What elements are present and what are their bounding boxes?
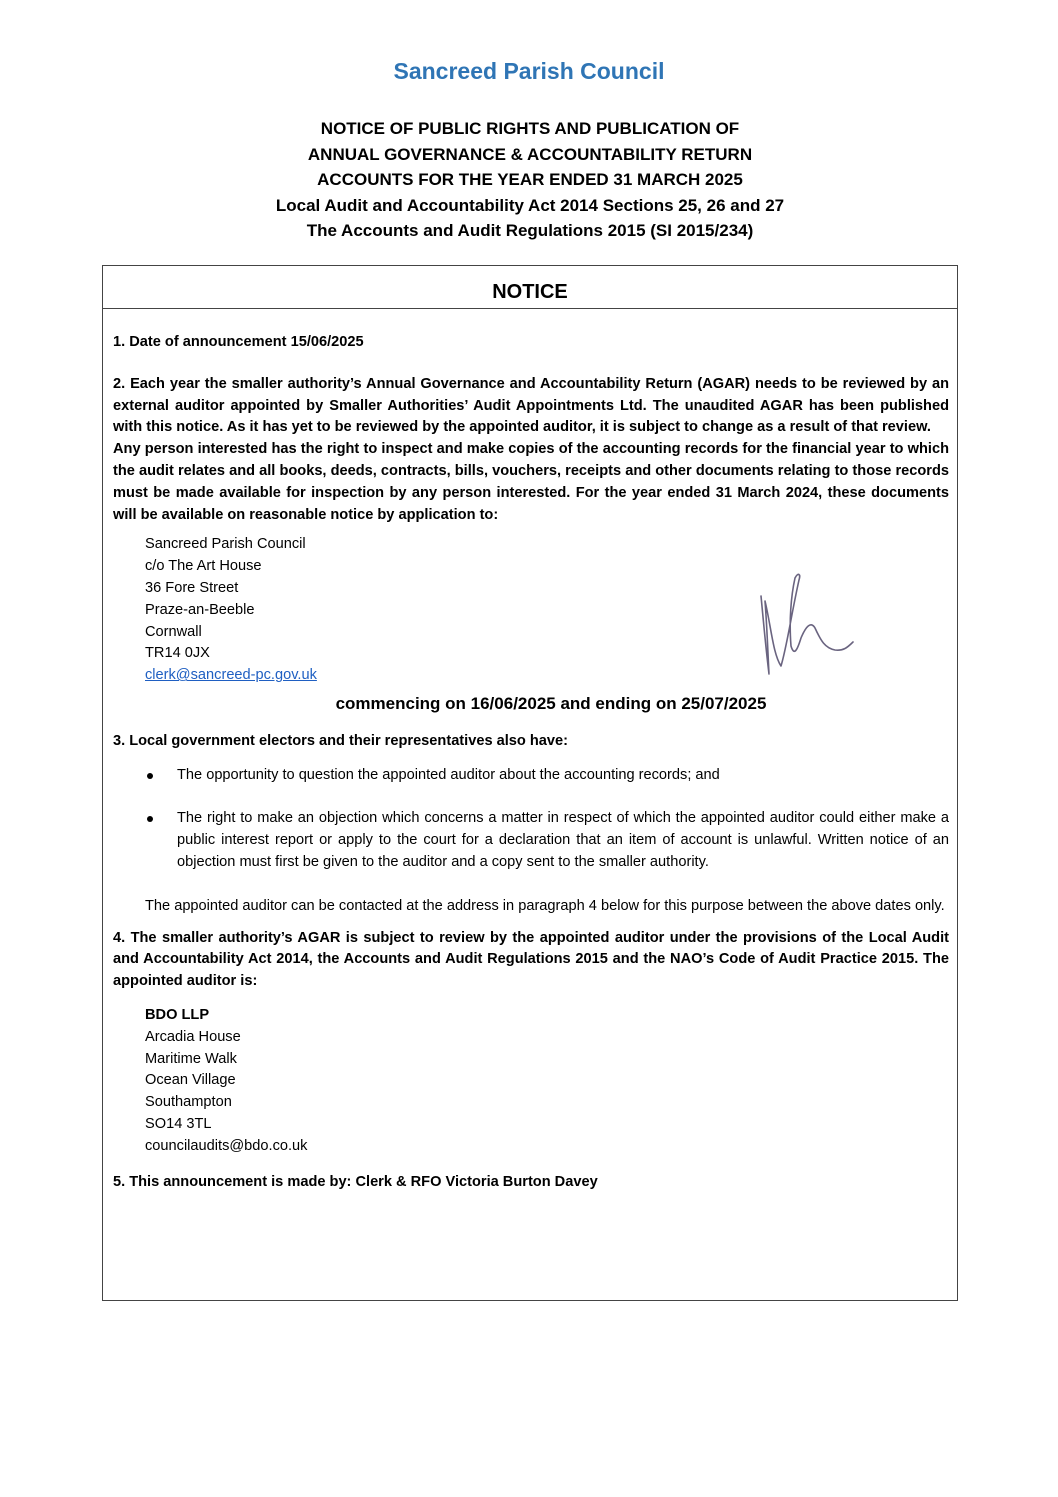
address-line: Cornwall [145, 623, 202, 640]
address-line: Praze-an-Beeble [145, 601, 255, 618]
notice-heading [100, 116, 960, 244]
address-line: TR14 0JX [145, 645, 210, 662]
address-line: Sancreed Parish Council [145, 536, 306, 553]
council-title: Sancreed Parish Council [393, 58, 665, 84]
paragraph-4-appointed-auditor: 4. The smaller authority’s AGAR is subject to review by the appointed auditor under the provisions of the Local Audit and Accountability Act 2014, the Accounts and Audit Regulations 2015 and the NAO’s Code of Audit Practice 2015. The appointed auditor is: [113, 929, 949, 990]
auditor-name: BDO LLP [145, 1006, 210, 1023]
heading-line: ACCOUNTS FOR THE YEAR ENDED 31 MARCH 2025 [317, 170, 743, 189]
auditor-address-line: Ocean Village [145, 1072, 236, 1089]
address-line: c/o The Art House [145, 558, 262, 575]
list-item-text: The opportunity to question the appointed auditor about the accounting records; and [177, 766, 720, 783]
paragraph-2-inspection-rights: Any person interested has the right to inspect and make copies of the accounting records for the financial year to which the audit relates and all books, deeds, contracts, bills, vouchers, receipts and other documents relating to those records must be made available for inspection by any person interested. For the year ended 31 March 2024, these documents will be available on reasonable notice by application to: [113, 441, 949, 523]
list-item [113, 808, 949, 873]
heading-line: ANNUAL GOVERNANCE & ACCOUNTABILITY RETURN [307, 144, 753, 164]
auditor-email: councilaudits@bdo.co.uk [145, 1137, 308, 1154]
auditor-address-line: SO14 3TL [145, 1115, 212, 1132]
notice-box [102, 265, 958, 1301]
clerk-email-link[interactable]: clerk@sancreed-pc.gov.uk [145, 667, 317, 684]
auditor-address-line: Southampton [145, 1094, 232, 1111]
bullet-icon [147, 816, 153, 822]
paragraph-3-elector-rights: 3. Local government electors and their representatives also have: [113, 732, 569, 749]
heading-line: The Accounts and Audit Regulations 2015 (SI 2015/234) [306, 221, 754, 240]
paragraph-2-agar-review: 2. Each year the smaller authority’s Annual Governance and Accountability Return (AGAR) needs to be reviewed by an external auditor appointed by Smaller Authorities’ Audit Appointments Ltd. The unaudited AGAR has been published with this notice. As it has yet to be reviewed by the appointed auditor, it is subject to change as a result of that review. [113, 375, 949, 436]
address-line: 36 Fore Street [145, 579, 239, 596]
heading-line: Local Audit and Accountability Act 2014 Sections 25, 26 and 27 [275, 195, 785, 215]
auditor-address-line: Arcadia House [145, 1028, 241, 1045]
notice-header: NOTICE [103, 266, 957, 309]
auditor-contact-note: The appointed auditor can be contacted at the address in paragraph 4 below for this purpose between the above dates only. [145, 897, 945, 914]
list-item [113, 765, 949, 787]
bullet-icon [147, 773, 153, 779]
elector-rights-list [113, 765, 949, 874]
inspection-period: commencing on 16/06/2025 and ending on 25/07/2025 [335, 693, 767, 713]
signature [751, 566, 861, 681]
auditor-address [145, 1005, 949, 1158]
notice-content [113, 310, 949, 1193]
list-item-text: The right to make an objection which concerns a matter in respect of which the appointed auditor could either make a public interest report or apply to the court for a declaration that an item of account is unlawful. Written notice of an objection must first be given to the auditor and a copy sent to the smaller authority. [177, 810, 949, 870]
paragraph-1-announcement-date: 1. Date of announcement 15/06/2025 [113, 334, 364, 350]
paragraph-5-announcement-by: 5. This announcement is made by: Clerk & RFO Victoria Burton Davey [113, 1173, 598, 1190]
auditor-address-line: Maritime Walk [145, 1050, 237, 1067]
heading-line: NOTICE OF PUBLIC RIGHTS AND PUBLICATION OF [320, 119, 740, 138]
